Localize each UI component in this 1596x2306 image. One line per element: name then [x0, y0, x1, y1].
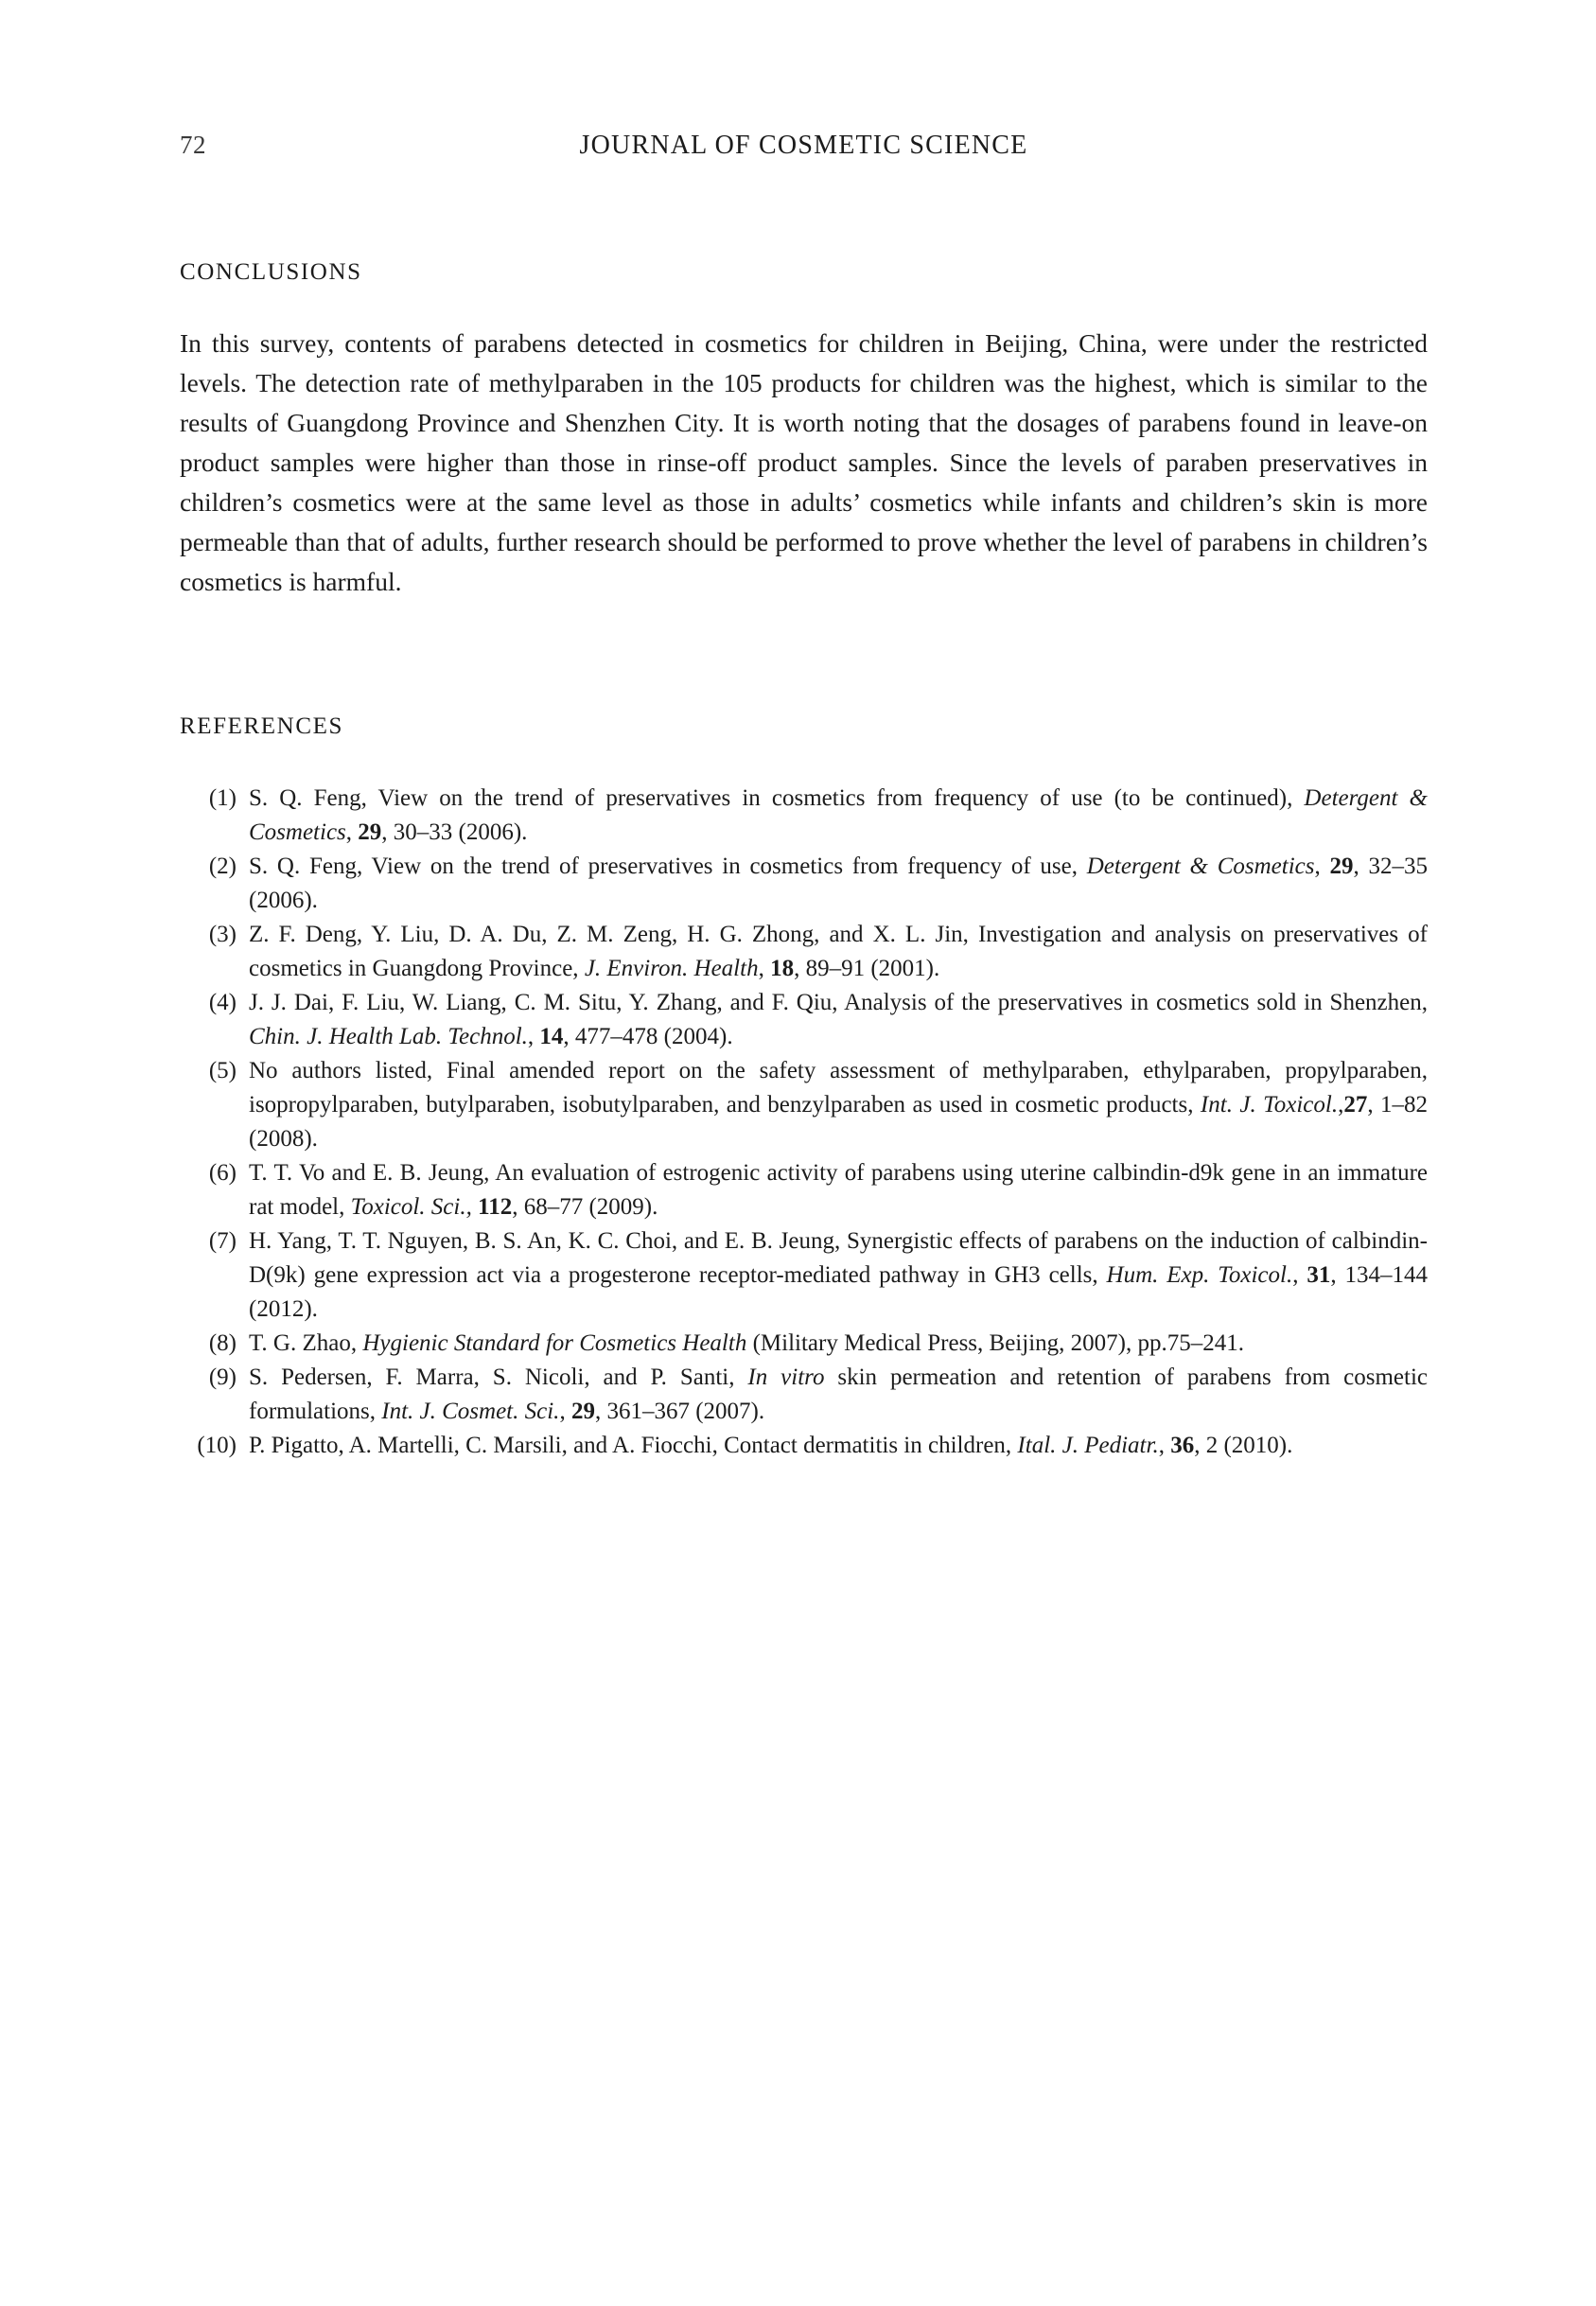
reference-item	[180, 1327, 1428, 1361]
reference-text: S. Q. Feng, View on the trend of preservatives in cosmetics from frequency of use, Detergent & Cosmetics, 29, 32–35 (2006).	[249, 854, 1428, 913]
conclusions-section	[180, 259, 1428, 602]
reference-item	[180, 1429, 1428, 1463]
reference-number: (7)	[208, 1228, 237, 1254]
reference-item	[180, 1361, 1428, 1429]
reference-number: (4)	[208, 990, 237, 1015]
reference-text: J. J. Dai, F. Liu, W. Liang, C. M. Situ, Y. Zhang, and F. Qiu, Analysis of the preservatives in cosmetics sold in Shenzhen, Chin. J. Health Lab. Technol., 14, 477–478 (2004).	[249, 990, 1428, 1049]
reference-text: H. Yang, T. T. Nguyen, B. S. An, K. C. Choi, and E. B. Jeung, Synergistic effects of parabens on the induction of calbindin-D(9k) gene expression act via a progesterone receptor-mediated pathway in GH3 cells, Hum. Exp. Toxicol., 31, 134–144 (2012).	[249, 1228, 1429, 1322]
reference-item	[180, 1054, 1428, 1156]
reference-item	[180, 1156, 1428, 1224]
reference-item	[180, 850, 1428, 918]
reference-number: (2)	[208, 854, 237, 879]
page-number: 72	[180, 131, 206, 159]
conclusions-paragraph: In this survey, contents of parabens detected in cosmetics for children in Beijing, China, were under the restricted levels. The detection rate of methylparaben in the 105 products for children was the highest, which is similar to the results of Guangdong Province and Shenzhen City. It is worth noting that the dosages of parabens found in leave-on product samples were higher than those in rinse-off product samples. Since the levels of paraben preservatives in children’s cosmetics were at the same level as those in adults’ cosmetics while infants and children’s skin is more permeable than that of adults, further research should be performed to prove whether the level of parabens in children’s cosmetics is harmful.	[180, 328, 1428, 596]
reference-text: S. Pedersen, F. Marra, S. Nicoli, and P. Santi, In vitro skin permeation and retention of parabens from cosmetic formulations, Int. J. Cosmet. Sci., 29, 361–367 (2007).	[249, 1364, 1428, 1424]
reference-number: (5)	[208, 1058, 237, 1083]
reference-number: (1)	[208, 785, 237, 811]
reference-item	[180, 986, 1428, 1054]
references-heading: REFERENCES	[180, 713, 343, 739]
reference-text: T. G. Zhao, Hygienic Standard for Cosmetics Health (Military Medical Press, Beijing, 2007), pp.75–241.	[249, 1330, 1244, 1356]
reference-number: (3)	[208, 922, 237, 947]
reference-number: (6)	[208, 1160, 237, 1186]
reference-list	[180, 782, 1428, 1463]
references-section	[180, 713, 1428, 1463]
reference-item	[180, 782, 1428, 850]
page-header	[180, 0, 1428, 168]
reference-number: (8)	[208, 1330, 237, 1356]
reference-text: No authors listed, Final amended report on the safety assessment of methylparaben, ethylparaben, propylparaben, isopropylparaben, butylparaben, isobutylparaben, and benzylparaben as used in cosmetic products, Int. J. Toxicol.,27, 1–82 (2008).	[249, 1058, 1429, 1152]
journal-title: JOURNAL OF COSMETIC SCIENCE	[579, 131, 1028, 160]
reference-text: Z. F. Deng, Y. Liu, D. A. Du, Z. M. Zeng, H. G. Zhong, and X. L. Jin, Investigation and analysis on preservatives of cosmetics in Guangdong Province, J. Environ. Health, 18, 89–91 (2001).	[249, 922, 1428, 981]
conclusions-heading: CONCLUSIONS	[180, 259, 362, 285]
reference-number: (9)	[208, 1364, 237, 1390]
reference-item	[180, 1224, 1428, 1327]
reference-text: S. Q. Feng, View on the trend of preservatives in cosmetics from frequency of use (to be continued), Detergent & Cosmetics, 29, 30–33 (2006).	[249, 785, 1428, 845]
reference-text: T. T. Vo and E. B. Jeung, An evaluation of estrogenic activity of parabens using uterine calbindin-d9k gene in an immature rat model, Toxicol. Sci., 112, 68–77 (2009).	[249, 1160, 1428, 1220]
reference-item	[180, 918, 1428, 986]
reference-text: P. Pigatto, A. Martelli, C. Marsili, and A. Fiocchi, Contact dermatitis in children, Ital. J. Pediatr., 36, 2 (2010).	[249, 1433, 1293, 1458]
reference-number: (10)	[197, 1433, 237, 1458]
